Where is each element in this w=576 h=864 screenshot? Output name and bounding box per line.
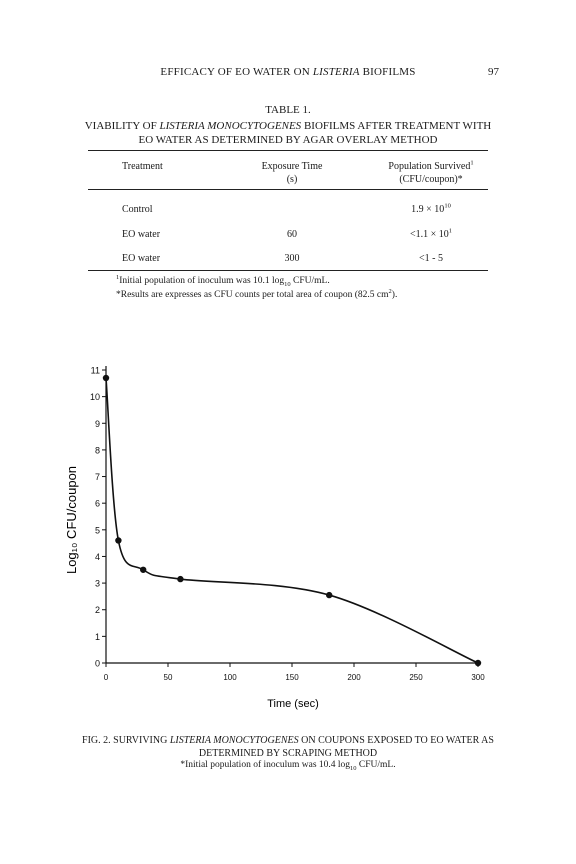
y-tick-label: 8 [94,445,100,456]
caption-pre: FIG. 2. SURVIVING [82,735,170,746]
figure-note [60,760,516,770]
figure-caption [60,734,516,760]
survival-chart [0,350,576,720]
footnote2-post: ). [391,290,398,300]
table-cell-population [366,229,496,240]
table-top-rule [88,150,488,151]
footnote2-sup: 2 [388,287,392,295]
page-number: 97 [488,66,499,78]
y-tick-label: 0 [94,658,100,669]
data-point [103,375,109,381]
y-tick-label: 10 [89,392,100,403]
footnote1-pre: Initial population of inoculum was 10.1 log [119,276,285,286]
pop-exp: 10 [444,202,451,210]
pop-base: <1 - 5 [419,253,443,264]
y-tick-label: 2 [94,605,100,616]
y-tick-label: 7 [94,472,100,483]
series-line [106,378,478,663]
caption-post: ON COUPONS EXPOSED TO EO WATER AS DETERMINED BY SCRAPING METHOD [198,735,494,759]
x-tick-label: 50 [163,673,173,682]
figure-note-post: CFU/mL. [356,760,396,770]
running-head-em: LISTERIA [312,66,360,78]
table-footnote-2 [116,287,398,300]
table-cell-treatment: EO water [122,229,161,240]
col-header-time [232,160,352,186]
y-tick-label: 3 [94,578,100,589]
chart-axes [106,366,478,663]
figure-note-pre: *Initial population of inoculum was 10.4 log [180,760,351,770]
figure-note-sub: 10 [350,764,357,772]
chart-ticks [90,366,485,683]
y-tick-label: 9 [94,418,100,429]
table-bottom-rule [88,270,488,271]
table-cell-time: 300 [284,253,300,264]
running-head-post: BIOFILMS [359,66,416,78]
y-tick-label: 11 [90,365,100,376]
table-header-rule [88,189,488,190]
col-header-time-unit: (s) [286,174,298,185]
y-tick-label: 1 [94,631,100,642]
pop-exp: 1 [448,227,453,235]
x-tick-label: 150 [285,673,299,682]
y-tick-label: 6 [94,498,100,509]
col-header-time-label: Exposure Time [261,161,323,172]
data-point [326,592,332,598]
col-header-pop-unit: (CFU/coupon)* [399,174,463,185]
data-point [177,576,183,582]
y-tick-label: 4 [94,551,100,562]
footnote1-sub: 10 [284,280,291,288]
table-cell-treatment: EO water [122,253,161,264]
table-label: TABLE 1. [265,104,311,116]
table-cell-time: 60 [287,229,297,240]
table-title-pre: VIABILITY OF [84,120,160,132]
table-title-post: BIOFILMS AFTER TREATMENT WITH EO WATER AS DETERMINED BY AGAR OVERLAY METHOD [138,120,492,146]
footnote1-marker: 1 [116,273,120,281]
table-title-em: LISTERIA MONOCYTOGENES [159,120,302,132]
x-tick-label: 200 [347,673,361,682]
y-axis-label: Log₁₀ CFU/coupon [64,465,79,575]
running-head-pre: EFFICACY OF EO WATER ON [160,66,313,78]
footnote1-post: CFU/mL. [290,276,330,286]
table-cell-treatment: Control [122,204,153,215]
footnote2-pre: *Results are expresses as CFU counts per total area of coupon (82.5 cm [116,290,389,300]
y-tick-label: 5 [94,525,100,536]
x-tick-label: 0 [103,673,109,682]
pop-base: 1.9 × 10 [411,204,445,215]
data-point [140,567,146,573]
x-axis-label: Time (sec) [267,698,319,710]
table-title [80,119,496,147]
table-footnote-1 [116,273,330,288]
pop-base: <1.1 × 10 [409,229,449,240]
col-header-treatment: Treatment [122,161,163,172]
table-cell-population [366,204,496,215]
table-cell-population [366,253,496,264]
col-header-pop-sup: 1 [470,159,474,167]
data-point [115,537,121,543]
col-header-pop-label: Population Survived [388,161,471,172]
x-tick-label: 300 [471,673,485,682]
caption-em: LISTERIA MONOCYTOGENES [169,735,299,746]
x-tick-label: 250 [409,673,423,682]
x-tick-label: 100 [223,673,237,682]
data-point [475,660,481,666]
col-header-population [366,160,496,186]
chart-series [103,375,481,666]
